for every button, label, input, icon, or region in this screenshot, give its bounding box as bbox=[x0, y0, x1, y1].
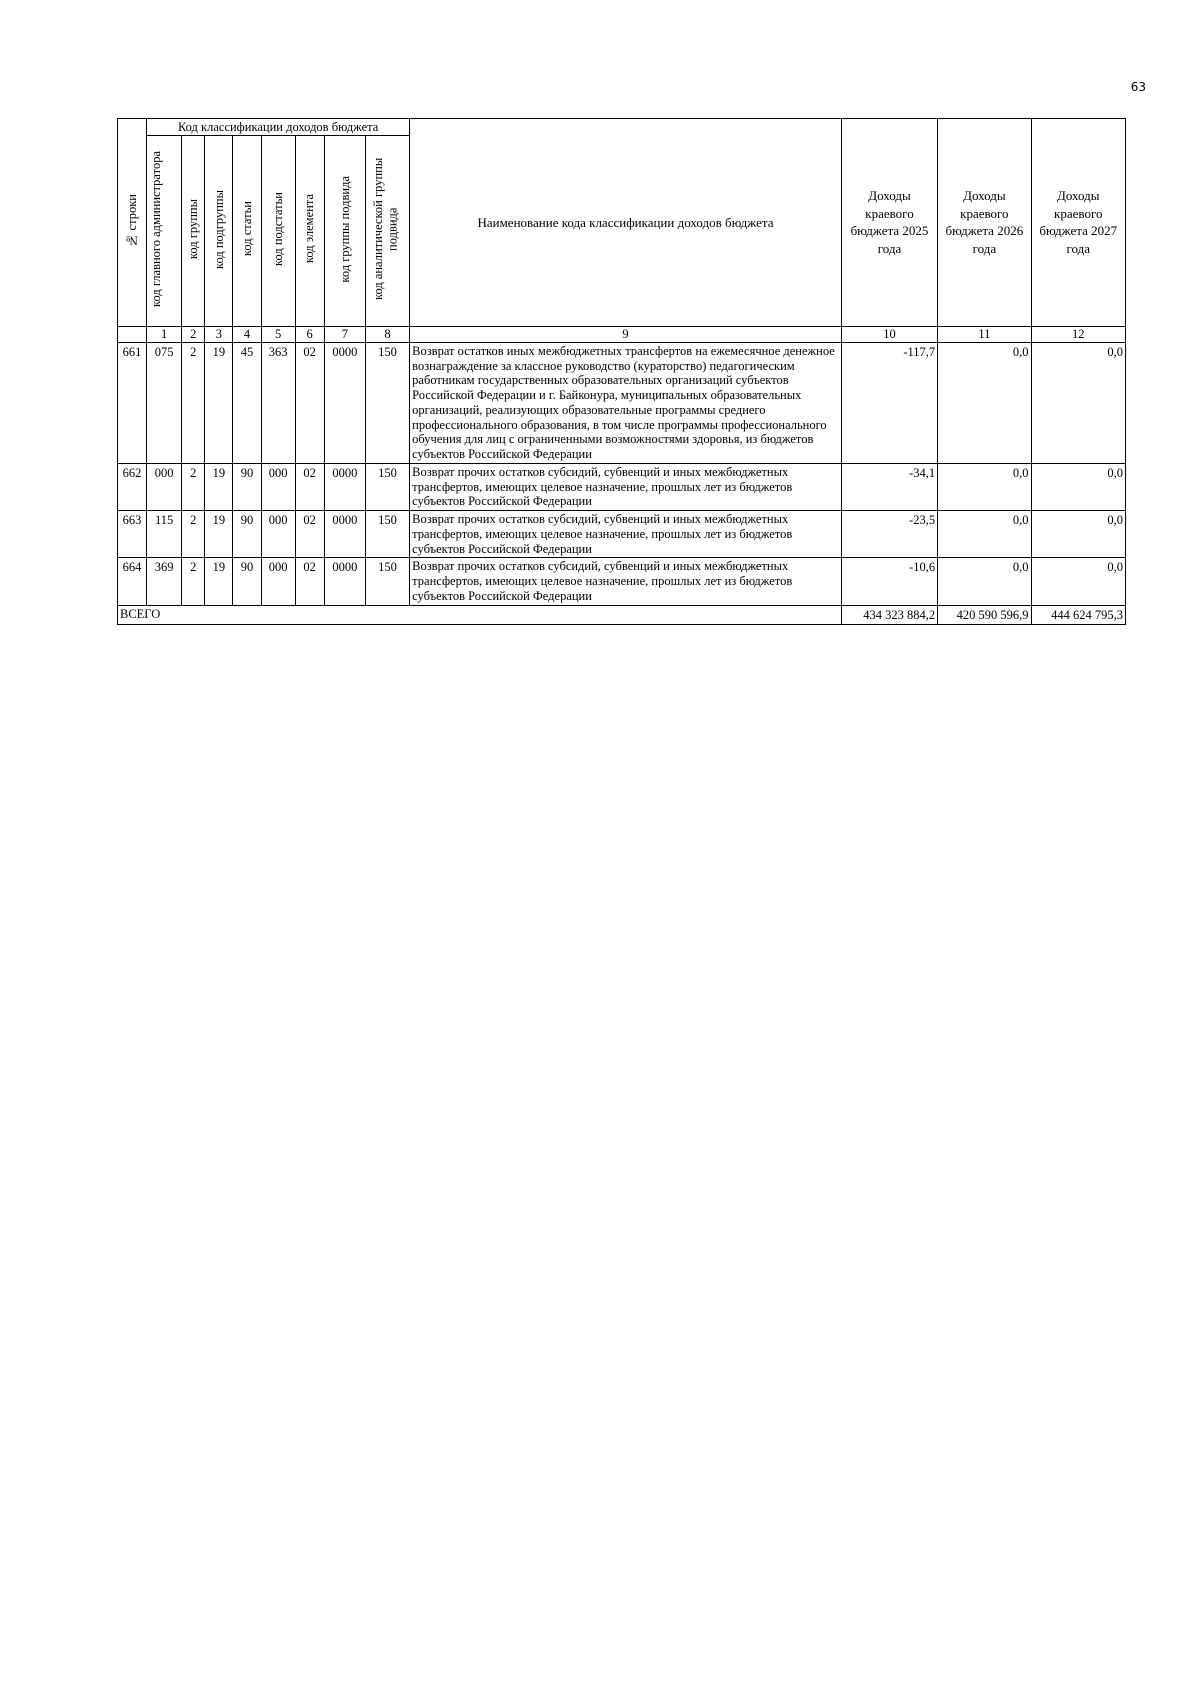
analytic-subtype-code-cell: 150 bbox=[365, 511, 409, 558]
income-2027-cell: 0,0 bbox=[1031, 558, 1125, 605]
name-column-header: Наименование кода классификации доходов бюджета bbox=[410, 119, 842, 327]
income-2027-cell: 0,0 bbox=[1031, 511, 1125, 558]
total-2025-cell: 434 323 884,2 bbox=[841, 605, 937, 624]
income-2026-header: Доходы краевого бюджета 2026 года bbox=[938, 119, 1031, 327]
column-number: 7 bbox=[324, 326, 365, 342]
income-name-cell: Возврат прочих остатков субсидий, субвенций и иных межбюджетных трансфертов, имеющих целевое назначение, прошлых лет из бюджетов субъектов Российской Федерации bbox=[410, 558, 842, 605]
column-number-row bbox=[118, 326, 1126, 342]
subtype-group-code-cell: 0000 bbox=[324, 342, 365, 463]
analytic-subtype-code-header: код аналитической группы подвида bbox=[365, 136, 409, 327]
table-row bbox=[118, 342, 1126, 463]
budget-income-table bbox=[117, 118, 1126, 625]
income-2026-cell: 0,0 bbox=[938, 342, 1031, 463]
income-2027-cell: 0,0 bbox=[1031, 463, 1125, 510]
income-2027-cell: 0,0 bbox=[1031, 342, 1125, 463]
article-code-cell: 90 bbox=[233, 511, 261, 558]
article-code-cell: 90 bbox=[233, 558, 261, 605]
income-name-cell: Возврат прочих остатков субсидий, субвенций и иных межбюджетных трансфертов, имеющих целевое назначение, прошлых лет из бюджетов субъектов Российской Федерации bbox=[410, 463, 842, 510]
total-2027-cell: 444 624 795,3 bbox=[1031, 605, 1125, 624]
column-number: 2 bbox=[182, 326, 205, 342]
table-row bbox=[118, 511, 1126, 558]
row-number-cell: 662 bbox=[118, 463, 147, 510]
element-code-cell: 02 bbox=[295, 511, 324, 558]
element-code-cell: 02 bbox=[295, 463, 324, 510]
group-code-cell: 2 bbox=[182, 511, 205, 558]
column-number: 1 bbox=[147, 326, 182, 342]
article-code-cell: 45 bbox=[233, 342, 261, 463]
income-2025-cell: -23,5 bbox=[841, 511, 937, 558]
group-code-cell: 2 bbox=[182, 342, 205, 463]
income-2025-cell: -10,6 bbox=[841, 558, 937, 605]
income-2027-header: Доходы краевого бюджета 2027 года bbox=[1031, 119, 1125, 327]
analytic-subtype-code-cell: 150 bbox=[365, 558, 409, 605]
subarticle-code-header: код подстатьи bbox=[261, 136, 295, 327]
element-code-cell: 02 bbox=[295, 558, 324, 605]
column-number: 3 bbox=[205, 326, 233, 342]
column-number: 11 bbox=[938, 326, 1031, 342]
admin-code-cell: 075 bbox=[147, 342, 182, 463]
column-number: 5 bbox=[261, 326, 295, 342]
total-2026-cell: 420 590 596,9 bbox=[938, 605, 1031, 624]
total-row bbox=[118, 605, 1126, 624]
subarticle-code-cell: 000 bbox=[261, 463, 295, 510]
admin-code-cell: 000 bbox=[147, 463, 182, 510]
row-number-cell: 663 bbox=[118, 511, 147, 558]
subarticle-code-cell: 363 bbox=[261, 342, 295, 463]
income-name-cell: Возврат прочих остатков субсидий, субвенций и иных межбюджетных трансфертов, имеющих целевое назначение, прошлых лет из бюджетов субъектов Российской Федерации bbox=[410, 511, 842, 558]
total-label: ВСЕГО bbox=[118, 605, 842, 624]
table-row bbox=[118, 558, 1126, 605]
analytic-subtype-code-cell: 150 bbox=[365, 463, 409, 510]
row-number-header: № строки bbox=[118, 119, 147, 327]
subgroup-code-cell: 19 bbox=[205, 511, 233, 558]
page-number: 63 bbox=[1130, 80, 1146, 94]
subgroup-code-header: код подгруппы bbox=[205, 136, 233, 327]
subtype-group-code-cell: 0000 bbox=[324, 558, 365, 605]
element-code-cell: 02 bbox=[295, 342, 324, 463]
column-number: 12 bbox=[1031, 326, 1125, 342]
classification-code-group-header: Код классификации доходов бюджета bbox=[147, 119, 410, 136]
income-2025-header: Доходы краевого бюджета 2025 года bbox=[841, 119, 937, 327]
column-number bbox=[118, 326, 147, 342]
column-number: 6 bbox=[295, 326, 324, 342]
subtype-group-code-cell: 0000 bbox=[324, 463, 365, 510]
income-name-cell: Возврат остатков иных межбюджетных трансфертов на ежемесячное денежное вознаграждение за классное руководство (кураторство) педагогическим работникам государственных образовательных организаций субъектов Российской Федерации и г. Байконура, муниципальных образовательных организаций, реализующих образовательные программы среднего профессионального образования, в том числе программы профессионального обучения для лиц с ограниченными возможностями здоровья, из бюджетов субъектов Российской Федерации bbox=[410, 342, 842, 463]
subtype-group-code-cell: 0000 bbox=[324, 511, 365, 558]
column-number: 4 bbox=[233, 326, 261, 342]
income-2026-cell: 0,0 bbox=[938, 511, 1031, 558]
group-code-cell: 2 bbox=[182, 463, 205, 510]
column-number: 8 bbox=[365, 326, 409, 342]
subarticle-code-cell: 000 bbox=[261, 558, 295, 605]
column-number: 9 bbox=[410, 326, 842, 342]
income-2026-cell: 0,0 bbox=[938, 558, 1031, 605]
subarticle-code-cell: 000 bbox=[261, 511, 295, 558]
admin-code-cell: 369 bbox=[147, 558, 182, 605]
column-number: 10 bbox=[841, 326, 937, 342]
income-2026-cell: 0,0 bbox=[938, 463, 1031, 510]
article-code-header: код статьи bbox=[233, 136, 261, 327]
group-code-cell: 2 bbox=[182, 558, 205, 605]
row-number-cell: 661 bbox=[118, 342, 147, 463]
subgroup-code-cell: 19 bbox=[205, 558, 233, 605]
subgroup-code-cell: 19 bbox=[205, 342, 233, 463]
element-code-header: код элемента bbox=[295, 136, 324, 327]
income-2025-cell: -34,1 bbox=[841, 463, 937, 510]
admin-code-cell: 115 bbox=[147, 511, 182, 558]
article-code-cell: 90 bbox=[233, 463, 261, 510]
analytic-subtype-code-cell: 150 bbox=[365, 342, 409, 463]
row-number-cell: 664 bbox=[118, 558, 147, 605]
group-code-header: код группы bbox=[182, 136, 205, 327]
subtype-group-code-header: код группы подвида bbox=[324, 136, 365, 327]
income-2025-cell: -117,7 bbox=[841, 342, 937, 463]
subgroup-code-cell: 19 bbox=[205, 463, 233, 510]
admin-code-header: код главного администратора bbox=[147, 136, 182, 327]
table-row bbox=[118, 463, 1126, 510]
